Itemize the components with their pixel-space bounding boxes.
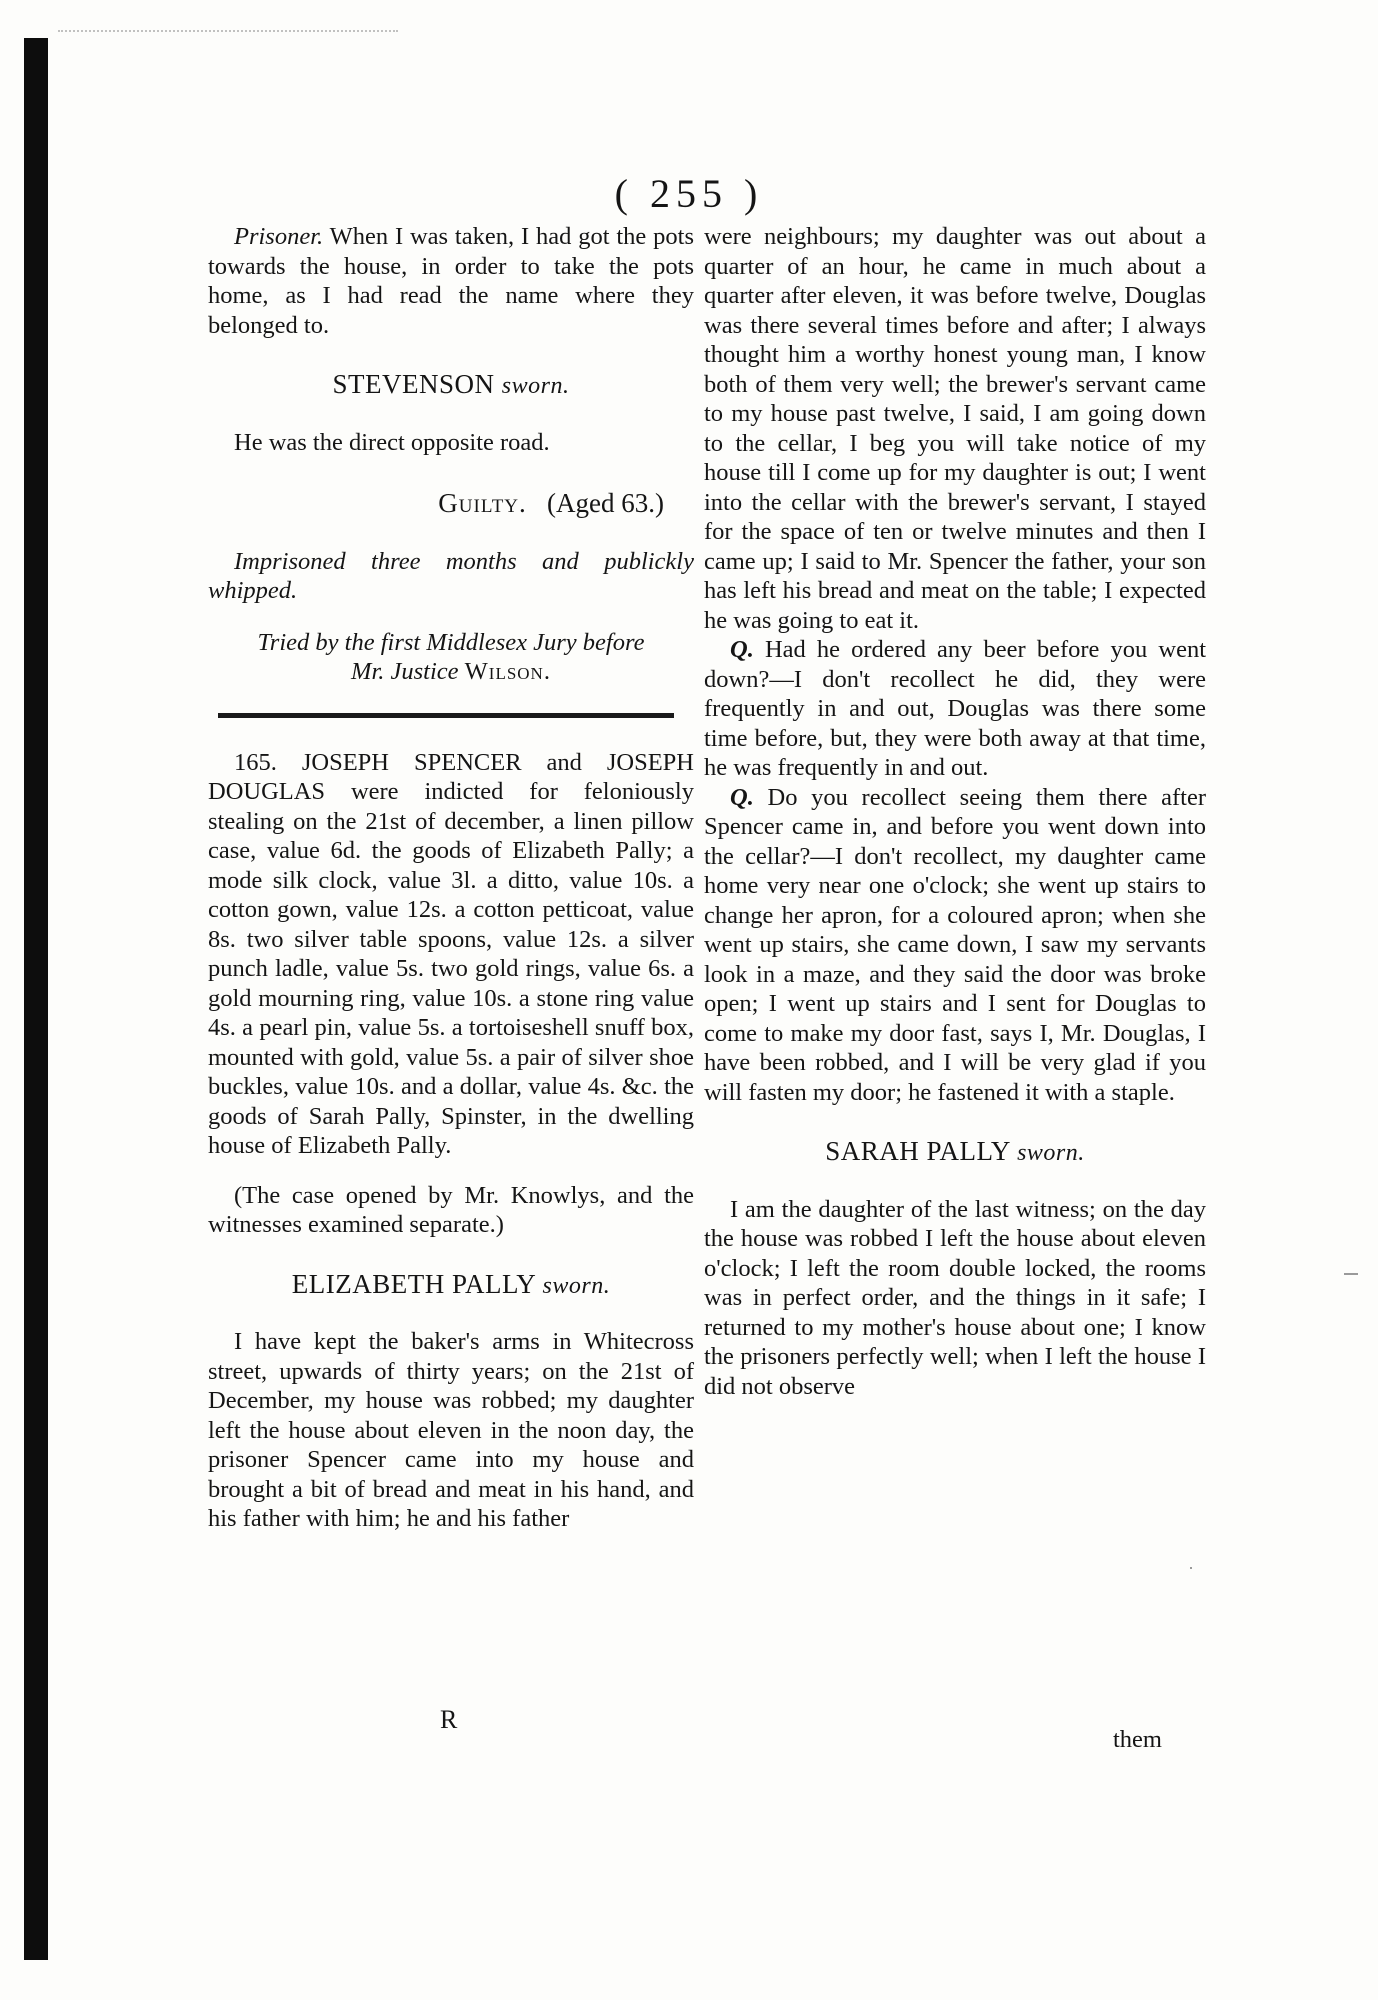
- witness-name: SARAH PALLY: [825, 1136, 1010, 1166]
- scan-mark: [1344, 1273, 1358, 1275]
- witness-heading-sarah-pally: [704, 1137, 1206, 1169]
- prisoner-label: Prisoner.: [234, 223, 324, 250]
- witness-statement-elizabeth-pally: I have kept the baker's arms in Whitecross street, upwards of thirty years; on the 21st of December, my house was robbed; my daughter left the house about eleven in the noon day, the prisoner Spencer came into my house and brought a bit of bread and meat in his hand, and his father with him; he and his father: [208, 1328, 694, 1532]
- question-1: [704, 635, 1206, 783]
- tried-line-1: Tried by the first Middlesex Jury before: [257, 628, 645, 656]
- verdict: [208, 489, 694, 519]
- case-note: (The case opened by Mr. Knowlys, and the witnesses examined separate.): [208, 1181, 694, 1238]
- case-paragraph: [208, 748, 694, 1161]
- question-2-text: Do you recollect seeing them there after Spencer came in, and before you went down into the cellar?—I don't recollect, my daughter came home very near one o'clock; she went up stairs to change her apron, for a coloured apron; when she went up stairs, she came down, I saw my servants look in a maze, and they said the door was broke open; I went up stairs and I sent for Douglas to come to make my door fast, says I, Mr. Douglas, I have been robbed, and I will be very glad if you will fasten my door; he fastened it with a staple.: [704, 783, 1207, 1106]
- witness-statement-stevenson: He was the direct opposite road.: [234, 428, 550, 456]
- judge-name: Wilson.: [464, 658, 551, 685]
- scan-specks: [58, 30, 398, 40]
- right-column: [704, 222, 1206, 1401]
- page-number: ( 255 ): [614, 171, 764, 216]
- witness-sworn: sworn.: [542, 1272, 611, 1299]
- prisoner-statement: When I was taken, I had got the pots towards the house, in order to take the pots home, as I had read the name where they belonged to.: [208, 223, 694, 339]
- witness-statement-sarah-pally: I am the daughter of the last witness; on the day the house was robbed I left the house about eleven o'clock; I left the room double locked, the rooms was in perfect order, and the things in it safe; I returned to my mother's house about one; I know the prisoners perfectly well; when I left the house I did not observe: [704, 1195, 1206, 1400]
- signature-mark: R: [440, 1705, 458, 1734]
- witness-heading-elizabeth-pally: [208, 1270, 694, 1302]
- witness-sworn: sworn.: [1017, 1140, 1085, 1166]
- witness-sworn: sworn.: [501, 373, 570, 399]
- verdict-age: (Aged 63.): [547, 488, 664, 518]
- continuation-paragraph: were neighbours; my daughter was out about a quarter of an hour, he came in much about a quarter after eleven, it was before twelve, Douglas was there several times before and after; I always thought him a worthy honest young man, I know both of them very well; the brewer's servant came to my house past twelve, I said, I am going down to the cellar, I beg you will take notice of my house till I come up for my daughter is out; I went into the cellar with the brewer's servant, I stayed for the space of ten or twelve minutes and then I came up; I said to Mr. Spencer the father, your son has left his bread and meat on the table; I expected he was going to eat it.: [704, 223, 1206, 634]
- tried-line-2: [208, 657, 694, 687]
- verdict-label: Guilty.: [438, 488, 527, 518]
- tried-judge-prefix: Mr. Justice: [351, 658, 459, 685]
- witness-heading-stevenson: [208, 370, 694, 402]
- case-text: JOSEPH SPENCER and JOSEPH DOUGLAS were indicted for feloniously stealing on the 21st of december, a linen pillow case, value 6d. the goods of Elizabeth Pally; a mode silk clock, value 3l. a ditto, value 10s. a cotton gown, value 12s. a cotton petticoat, value 8s. two silver table spoons, value 12s. a silver punch ladle, value 5s. two gold rings, value 6s. a gold mourning ring, value 10s. a stone ring value 4s. a pearl pin, value 5s. a tortoiseshell snuff box, mounted with gold, value 5s. a pair of silver shoe buckles, value 10s. and a dollar, value 4s. &c. the goods of Sarah Pally, Spinster, in the dwelling house of Elizabeth Pally.: [208, 748, 694, 1159]
- question-label: Q.: [730, 783, 754, 811]
- book-spine-shadow: [24, 38, 48, 1960]
- case-number: 165.: [234, 748, 277, 776]
- left-column: [208, 222, 694, 1534]
- prisoner-statement-paragraph: [208, 222, 694, 340]
- witness-name: ELIZABETH PALLY: [291, 1268, 536, 1299]
- question-1-text: Had he ordered any beer before you went down?—I don't recollect he did, they were frequently in and out, Douglas was there some time before, but, they were both away at that time, he was frequently in and out.: [704, 636, 1207, 781]
- witness-name: STEVENSON: [332, 369, 495, 399]
- catchword: them: [1113, 1726, 1162, 1753]
- scan-mark: [1190, 1567, 1192, 1569]
- sentence: Imprisoned three months and publickly whipped.: [208, 547, 694, 604]
- section-divider: [218, 713, 674, 718]
- question-label: Q.: [730, 636, 754, 663]
- question-2: [704, 783, 1206, 1108]
